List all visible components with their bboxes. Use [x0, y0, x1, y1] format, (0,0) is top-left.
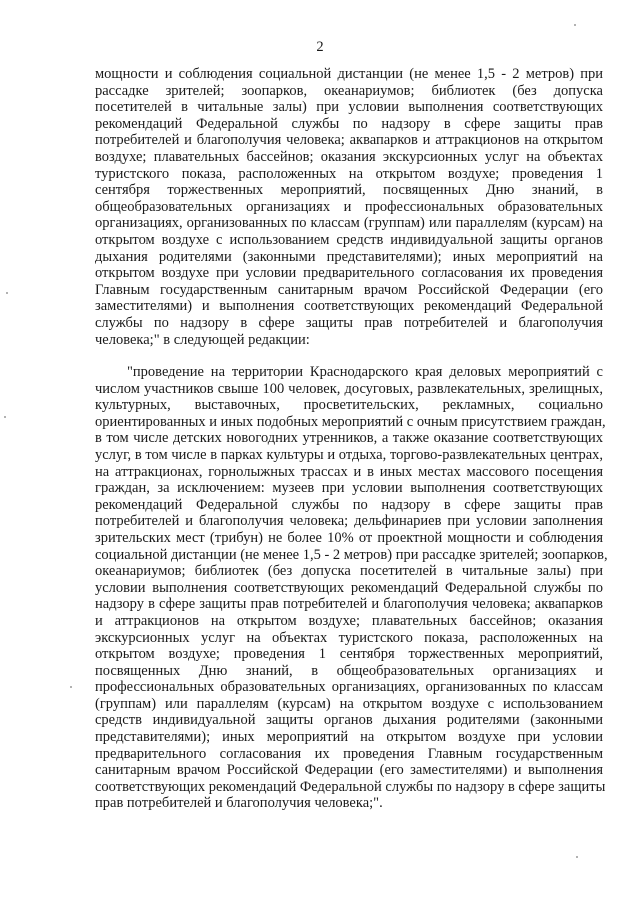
text-line: культурных, выставочных, просветительских, рекламных, социально — [95, 397, 603, 414]
text-line: потребителей и благополучия человека; дельфинариев при условии заполнения — [95, 513, 603, 530]
text-line: (группам) или параллелям (курсам) на открытом воздухе с использованием — [95, 695, 603, 712]
text-line: условии выполнения соответствующих рекомендаций Федеральной службы по — [95, 579, 603, 596]
page-number: 2 — [316, 39, 324, 55]
text-line: санитарным врачом Российской Федерации (его заместителями) и выполнения — [95, 762, 603, 779]
text-line: открытом воздухе при условии предварительного согласования их проведения — [95, 265, 603, 282]
text-line: рекомендаций Федеральной службы по надзору в сфере защиты прав — [95, 496, 603, 513]
text-line: службы по надзору в сфере защиты прав потребителей и благополучия — [95, 314, 603, 331]
text-line: сентября торжественных мероприятий, посвященных Дню знаний, в — [95, 182, 603, 199]
text-line: океанариумов; библиотек (без допуска посетителей в читальные залы) при — [95, 563, 603, 580]
text-line: потребителей и благополучия человека; аквапарков и аттракционов на открытом — [95, 132, 603, 149]
text-line: и аттракционов на открытом воздухе; плавательных бассейнов; оказания — [95, 612, 603, 629]
text-line: на аттракционах, горнолыжных трассах и в иных местах массового посещения — [95, 463, 603, 480]
text-line: ориентированных и иных подобных мероприятий с очным присутствием граждан, — [95, 413, 606, 430]
text-line: экскурсионных услуг на объектах туристского показа, расположенных на — [95, 629, 603, 646]
text-line: рассадке зрителей; зоопарков, океанариумов; библиотек (без допуска — [95, 82, 603, 99]
scan-speck — [576, 856, 578, 858]
text-line: воздухе; плавательных бассейнов; оказания экскурсионных услуг на объектах — [95, 148, 603, 165]
paragraph-2 — [95, 364, 608, 812]
text-line: посетителей в читальные залы) при условии выполнения соответствующих — [95, 99, 603, 116]
text-line: открытом воздухе с использованием средств индивидуальной защиты органов — [95, 231, 603, 248]
text-line: общеобразовательных организациях и профессиональных образовательных — [95, 198, 603, 215]
scan-speck — [4, 416, 6, 418]
scan-speck — [70, 686, 72, 688]
text-line: "проведение на территории Краснодарского края деловых мероприятий с — [127, 364, 603, 380]
text-line: социальной дистанции (не менее 1,5 - 2 метров) при рассадке зрителей; зоопарков, — [95, 546, 608, 563]
text-line: рекомендаций Федеральной службы по надзору в сфере защиты прав — [95, 115, 603, 132]
text-line: зрительских мест (трибун) не более 10% от проектной мощности и соблюдения — [95, 529, 603, 546]
text-line: в том числе детских новогодних утренников, а также оказание соответствующих — [95, 430, 603, 447]
text-line: прав потребителей и благополучия человека;". — [95, 795, 383, 812]
text-line: граждан, за исключением: музеев при условии выполнения соответствующих — [95, 480, 603, 497]
text-line: человека;" в следующей редакции: — [95, 331, 310, 348]
text-line: открытом воздухе; проведения 1 сентября торжественных мероприятий, — [95, 646, 603, 663]
text-line: организациях, организованных по классам (группам) или параллелям (курсам) на — [95, 215, 603, 232]
text-line: средств индивидуальной защиты органов дыхания родителями (законными — [95, 712, 603, 729]
text-line: профессиональных образовательных организациях, организованных по классам — [95, 679, 603, 696]
scan-speck — [574, 24, 576, 26]
text-line: представителями); иных мероприятий на открытом воздухе при условии — [95, 729, 603, 746]
text-line: Главным государственным санитарным врачом Российской Федерации (его — [95, 281, 603, 298]
text-line: мощности и соблюдения социальной дистанции (не менее 1,5 - 2 метров) при — [95, 66, 603, 82]
text-line: заместителями) и выполнения соответствующих рекомендаций Федеральной — [95, 298, 603, 315]
text-line: соответствующих рекомендаций Федеральной службы по надзору в сфере защиты — [95, 778, 606, 795]
text-line: числом участников свыше 100 человек, досуговых, развлекательных, зрелищных, — [95, 380, 603, 397]
text-line: надзору в сфере защиты прав потребителей и благополучия человека; аквапарков — [95, 596, 603, 613]
text-line: посвященных Дню знаний, в общеобразовательных организациях и — [95, 662, 603, 679]
text-line: услуг, в том числе в парках культуры и отдыха, торгово-развлекательных центрах, — [95, 446, 603, 463]
text-line: предварительного согласования их проведения Главным государственным — [95, 745, 603, 762]
text-line: дыхания родителями (законными представителями); иных мероприятий на — [95, 248, 603, 265]
paragraph-1 — [95, 66, 603, 348]
text-line: туристского показа, расположенных на открытом воздухе; проведения 1 — [95, 165, 603, 182]
scan-speck — [6, 292, 8, 294]
